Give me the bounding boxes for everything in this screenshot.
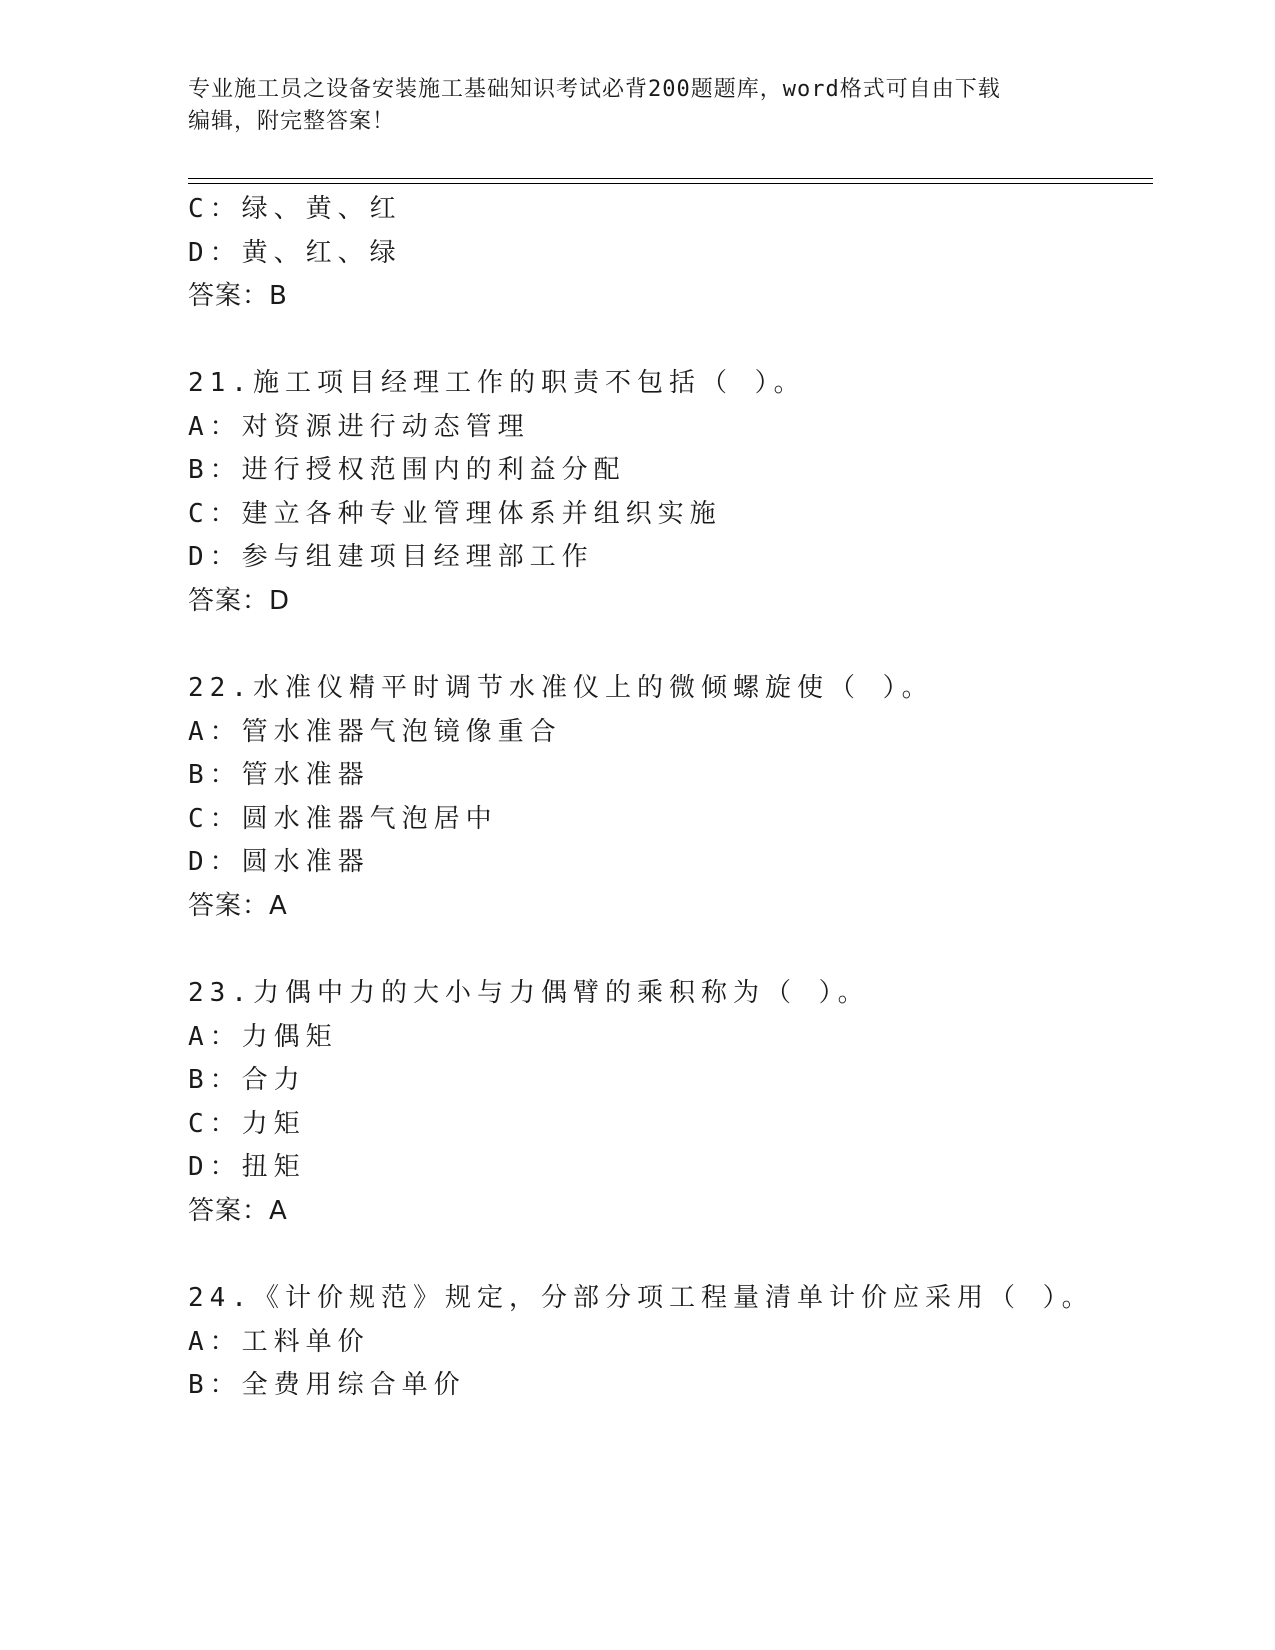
option-a: A：对资源进行动态管理 (188, 412, 530, 442)
header-divider-bottom (188, 183, 1153, 184)
option-a: A：工料单价 (188, 1327, 370, 1357)
question-stem: 24.《计价规范》规定，分部分项工程量清单计价应采用（ ）。 (188, 1283, 1094, 1313)
option-c: C：圆水准器气泡居中 (188, 804, 498, 834)
header-divider-top (188, 178, 1153, 179)
answer-line: 答案：D (188, 586, 291, 616)
option-c: C：建立各种专业管理体系并组织实施 (188, 499, 722, 529)
option-d: D：黄、红、绿 (188, 238, 402, 268)
option-d: D：圆水准器 (188, 847, 370, 877)
question-stem: 23.力偶中力的大小与力偶臂的乘积称为（ ）。 (188, 978, 870, 1008)
answer-line: 答案：A (188, 1196, 288, 1226)
option-a: A：力偶矩 (188, 1022, 338, 1052)
option-d: D：扭矩 (188, 1152, 306, 1182)
answer-line: 答案：A (188, 891, 288, 921)
document-header (188, 74, 1088, 138)
option-b: B：合力 (188, 1065, 306, 1095)
option-b: B：管水准器 (188, 760, 370, 790)
header-line-2: 编辑，附完整答案！ (188, 109, 396, 134)
question-stem: 22.水准仪精平时调节水准仪上的微倾螺旋使（ ）。 (188, 673, 934, 703)
option-b: B：进行授权范围内的利益分配 (188, 455, 626, 485)
option-d: D：参与组建项目经理部工作 (188, 542, 594, 572)
option-c: C：力矩 (188, 1109, 306, 1139)
option-b: B：全费用综合单价 (188, 1370, 466, 1400)
header-line-1: 专业施工员之设备安装施工基础知识考试必背200题题库，word格式可自由下载 (188, 77, 1001, 102)
option-c: C：绿、黄、红 (188, 194, 402, 224)
answer-line: 答案：B (188, 281, 288, 311)
option-a: A：管水准器气泡镜像重合 (188, 717, 562, 747)
question-stem: 21.施工项目经理工作的职责不包括（ ）。 (188, 368, 806, 398)
